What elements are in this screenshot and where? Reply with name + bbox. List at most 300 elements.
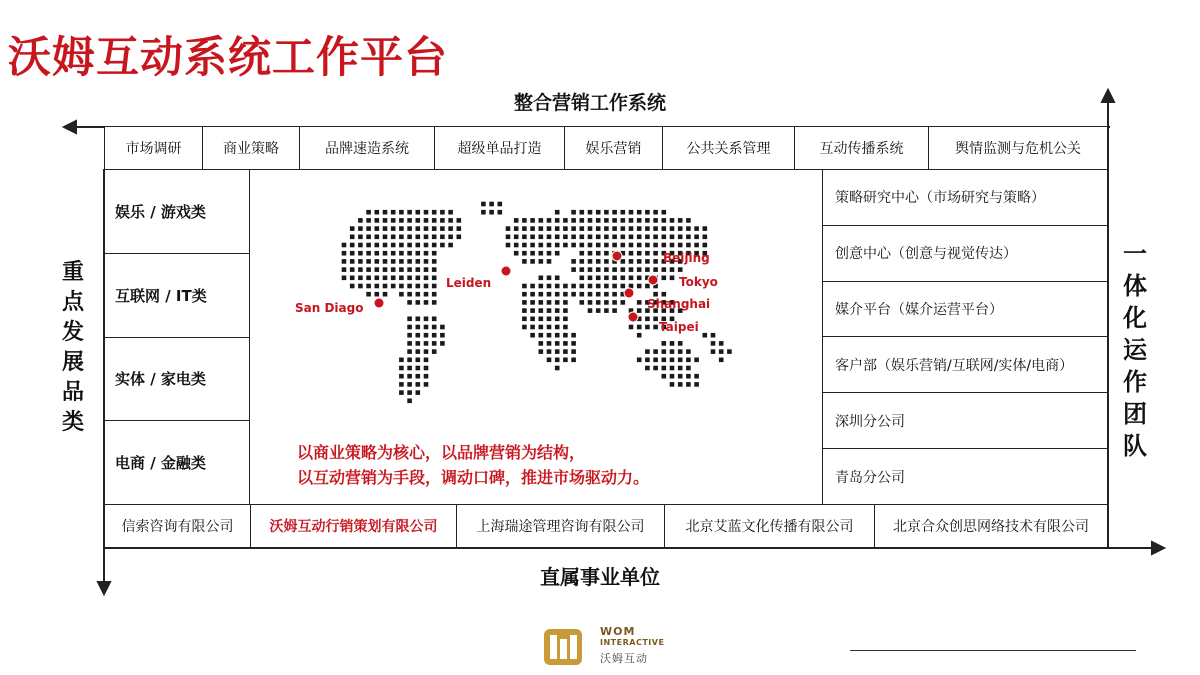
map-dot: [662, 226, 667, 231]
map-dot: [653, 243, 658, 248]
map-dot: [571, 358, 576, 363]
map-dot: [678, 218, 683, 223]
map-dot: [580, 267, 585, 272]
map-dot: [399, 267, 404, 272]
map-dot: [612, 243, 617, 248]
map-dot: [530, 235, 535, 240]
map-dot: [416, 317, 421, 322]
map-dot: [580, 292, 585, 297]
map-dot: [424, 276, 429, 281]
map-dot: [432, 210, 437, 215]
map-dot: [555, 325, 560, 330]
map-dot: [432, 267, 437, 272]
top-cell: 市场调研: [105, 127, 203, 169]
map-dot: [432, 325, 437, 330]
city-label-tokyo: Tokyo: [679, 275, 718, 289]
map-dot: [711, 341, 716, 346]
map-dot: [350, 284, 355, 289]
top-cell: 品牌速造系统: [300, 127, 435, 169]
map-dot: [563, 243, 568, 248]
map-dot: [448, 210, 453, 215]
map-dot: [432, 259, 437, 264]
bottom-arrow-right: [1152, 542, 1164, 554]
center-panel: [249, 169, 823, 505]
map-dot: [563, 317, 568, 322]
map-dot: [350, 235, 355, 240]
city-label-san-diago: San Diago: [295, 301, 364, 315]
map-dot: [637, 276, 642, 281]
map-dot: [424, 317, 429, 322]
map-dot: [555, 341, 560, 346]
map-dot: [399, 358, 404, 363]
map-dot: [596, 251, 601, 256]
top-row: [104, 126, 1108, 170]
logo-text-interactive: INTERACTIVE: [600, 638, 665, 647]
map-dot: [596, 243, 601, 248]
map-dot: [407, 259, 412, 264]
map-dot: [694, 382, 699, 387]
map-dot: [555, 317, 560, 322]
map-dot: [612, 300, 617, 305]
map-dot: [448, 235, 453, 240]
map-dot: [612, 292, 617, 297]
map-dot: [645, 267, 650, 272]
map-dot: [416, 226, 421, 231]
map-dot: [571, 284, 576, 289]
map-dot: [621, 226, 626, 231]
map-dot: [588, 292, 593, 297]
map-dot: [719, 358, 724, 363]
map-dot: [563, 349, 568, 354]
map-dot: [350, 276, 355, 281]
map-dot: [391, 276, 396, 281]
right-cell: 媒介平台（媒介运营平台）: [823, 282, 1107, 338]
map-dot: [547, 259, 552, 264]
map-dot: [399, 276, 404, 281]
map-dot: [555, 235, 560, 240]
map-dot: [580, 276, 585, 281]
bottom-cell: 北京艾蓝文化传播有限公司: [665, 505, 875, 547]
map-dot: [440, 218, 445, 223]
map-dot: [694, 226, 699, 231]
map-dot: [596, 218, 601, 223]
city-label-taipei: Taipei: [659, 320, 699, 334]
map-dot: [416, 374, 421, 379]
map-dot: [522, 235, 527, 240]
map-dot: [399, 243, 404, 248]
map-dot: [571, 341, 576, 346]
map-dot: [580, 259, 585, 264]
map-dot: [653, 317, 658, 322]
map-dot: [375, 292, 380, 297]
map-dot: [547, 243, 552, 248]
map-dot: [653, 251, 658, 256]
map-dot: [358, 276, 363, 281]
map-dot: [694, 243, 699, 248]
map-dot: [596, 300, 601, 305]
map-dot: [637, 333, 642, 338]
map-dot: [621, 284, 626, 289]
map-dot: [391, 284, 396, 289]
map-dot: [514, 251, 519, 256]
map-dot: [530, 317, 535, 322]
right-cell: 策略研究中心（市场研究与策略）: [823, 170, 1107, 226]
map-dot: [645, 317, 650, 322]
map-dot: [366, 226, 371, 231]
right-arrow-up: [1102, 90, 1114, 102]
map-dot: [407, 226, 412, 231]
map-dot: [580, 235, 585, 240]
map-dot: [596, 210, 601, 215]
map-dot: [637, 308, 642, 313]
map-dot: [530, 333, 535, 338]
left-cell: 互联网 / IT类: [105, 254, 249, 338]
map-dot: [571, 349, 576, 354]
map-dot: [399, 292, 404, 297]
map-dot: [637, 284, 642, 289]
map-dot: [522, 243, 527, 248]
map-dot: [407, 358, 412, 363]
map-dot: [563, 325, 568, 330]
map-dot: [563, 358, 568, 363]
map-dot: [678, 235, 683, 240]
map-dot: [670, 276, 675, 281]
map-dot: [580, 218, 585, 223]
map-dot: [383, 243, 388, 248]
map-dot: [530, 259, 535, 264]
map-dot: [399, 284, 404, 289]
map-dot: [596, 226, 601, 231]
map-dot: [621, 267, 626, 272]
map-dot: [555, 308, 560, 313]
map-dot: [670, 267, 675, 272]
map-dot: [366, 259, 371, 264]
map-dot: [539, 284, 544, 289]
map-dot: [547, 300, 552, 305]
map-dot: [637, 226, 642, 231]
map-dot: [440, 226, 445, 231]
map-dot: [653, 292, 658, 297]
map-dot: [522, 292, 527, 297]
map-dot: [653, 218, 658, 223]
map-dot: [662, 366, 667, 371]
map-dot: [653, 259, 658, 264]
map-dot: [375, 259, 380, 264]
map-dot: [563, 292, 568, 297]
map-dot: [391, 267, 396, 272]
map-dot: [416, 382, 421, 387]
map-dot: [358, 226, 363, 231]
map-dot: [440, 243, 445, 248]
map-dot: [645, 226, 650, 231]
map-dot: [563, 218, 568, 223]
map-dot: [432, 226, 437, 231]
logo-text-cn: 沃姆互动: [600, 652, 648, 665]
map-dot: [662, 358, 667, 363]
map-dot: [604, 259, 609, 264]
map-dot: [424, 300, 429, 305]
map-dot: [645, 366, 650, 371]
map-dot: [547, 218, 552, 223]
map-dot: [522, 300, 527, 305]
map-dot: [588, 300, 593, 305]
map-dot: [416, 341, 421, 346]
map-dot: [342, 243, 347, 248]
map-dot: [383, 259, 388, 264]
left-column: [104, 169, 250, 505]
map-dot: [489, 210, 494, 215]
map-dot: [366, 292, 371, 297]
map-dot: [424, 349, 429, 354]
map-dot: [621, 218, 626, 223]
slogan-line-1: 以商业策略为核心，以品牌营销为结构，: [297, 443, 586, 462]
map-dot: [539, 218, 544, 223]
map-dot: [407, 210, 412, 215]
map-dot: [686, 226, 691, 231]
map-dot: [539, 259, 544, 264]
map-dot: [588, 276, 593, 281]
map-dot: [686, 235, 691, 240]
map-dot: [366, 218, 371, 223]
map-dot: [506, 226, 511, 231]
map-dot: [350, 243, 355, 248]
map-dot: [604, 300, 609, 305]
map-dot: [686, 358, 691, 363]
map-dot: [416, 267, 421, 272]
map-dot: [522, 308, 527, 313]
map-dot: [522, 251, 527, 256]
map-dot: [662, 341, 667, 346]
map-dot: [588, 218, 593, 223]
map-dot: [653, 267, 658, 272]
map-dot: [424, 333, 429, 338]
map-dot: [424, 226, 429, 231]
map-dot: [530, 300, 535, 305]
map-dot: [563, 300, 568, 305]
top-cell: 娱乐营销: [565, 127, 663, 169]
map-dot: [686, 374, 691, 379]
right-cell: 青岛分公司: [835, 469, 905, 486]
map-dot: [612, 226, 617, 231]
map-dot: [588, 284, 593, 289]
footer-divider: [850, 650, 1136, 651]
map-dot: [703, 333, 708, 338]
map-dot: [571, 210, 576, 215]
map-dot: [383, 284, 388, 289]
map-dot: [580, 251, 585, 256]
map-dot: [621, 300, 626, 305]
map-dot: [580, 210, 585, 215]
map-dot: [653, 349, 658, 354]
map-dot: [621, 235, 626, 240]
map-dot: [670, 235, 675, 240]
map-dot: [653, 325, 658, 330]
logo-text-wom: WOM: [600, 625, 636, 638]
map-dot: [539, 341, 544, 346]
map-dot: [563, 284, 568, 289]
map-dot: [612, 284, 617, 289]
map-dot: [645, 284, 650, 289]
company-logo: [540, 623, 665, 669]
map-dot: [440, 210, 445, 215]
city-marker: [624, 288, 634, 298]
map-dot: [416, 300, 421, 305]
map-dot: [555, 349, 560, 354]
bottom-cell: 上海瑞途管理咨询有限公司: [457, 505, 665, 547]
map-dot: [571, 259, 576, 264]
map-dot: [399, 251, 404, 256]
map-dot: [448, 243, 453, 248]
map-dot: [424, 292, 429, 297]
map-dot: [539, 317, 544, 322]
map-dot: [432, 292, 437, 297]
left-cell: 电商 / 金融类: [115, 454, 206, 473]
map-dot: [407, 390, 412, 395]
left-axis-label: 重 点 发 展 品 类: [61, 260, 84, 435]
map-dot: [670, 382, 675, 387]
map-dot: [612, 308, 617, 313]
map-dot: [399, 374, 404, 379]
map-dot: [629, 276, 634, 281]
map-dot: [399, 235, 404, 240]
map-dot: [383, 267, 388, 272]
map-dot: [596, 259, 601, 264]
map-dot: [424, 325, 429, 330]
map-dot: [407, 382, 412, 387]
map-dot: [424, 251, 429, 256]
map-dot: [596, 308, 601, 313]
map-dot: [391, 251, 396, 256]
left-arrow-down: [98, 582, 110, 594]
map-dot: [432, 317, 437, 322]
map-dot: [555, 300, 560, 305]
map-dot: [653, 226, 658, 231]
right-cell: 客户部（娱乐营销/互联网/实体/电商）: [823, 337, 1107, 393]
map-dot: [407, 399, 412, 404]
map-dot: [588, 243, 593, 248]
map-dot: [612, 218, 617, 223]
map-dot: [530, 284, 535, 289]
map-dot: [580, 284, 585, 289]
map-dot: [604, 226, 609, 231]
map-dot: [416, 251, 421, 256]
map-dot: [555, 358, 560, 363]
map-dot: [637, 325, 642, 330]
map-dot: [399, 226, 404, 231]
map-dot: [719, 341, 724, 346]
map-dot: [424, 243, 429, 248]
map-dot: [662, 235, 667, 240]
map-dot: [432, 300, 437, 305]
bottom-row: [104, 504, 1108, 548]
map-dot: [678, 341, 683, 346]
map-dot: [391, 235, 396, 240]
wom-logo-icon: [540, 623, 594, 669]
map-dot: [416, 235, 421, 240]
map-dot: [432, 349, 437, 354]
map-dot: [375, 243, 380, 248]
map-dot: [604, 284, 609, 289]
map-dot: [416, 358, 421, 363]
map-dot: [448, 218, 453, 223]
map-dot: [703, 226, 708, 231]
map-dot: [588, 267, 593, 272]
map-dot: [686, 218, 691, 223]
map-dot: [571, 218, 576, 223]
map-dot: [391, 243, 396, 248]
right-axis-label: 一 体 化 运 作 团 队: [1123, 240, 1147, 460]
map-dot: [416, 366, 421, 371]
map-dot: [358, 235, 363, 240]
map-dot: [604, 292, 609, 297]
map-dot: [637, 235, 642, 240]
map-dot: [514, 218, 519, 223]
map-dot: [596, 267, 601, 272]
map-dot: [637, 243, 642, 248]
city-marker: [374, 298, 384, 308]
city-marker: [501, 266, 511, 276]
map-dot: [407, 325, 412, 330]
map-dot: [416, 243, 421, 248]
map-dot: [481, 202, 486, 207]
map-dot: [407, 218, 412, 223]
map-dot: [588, 226, 593, 231]
map-dot: [686, 349, 691, 354]
map-dot: [432, 341, 437, 346]
map-dot: [703, 235, 708, 240]
map-dot: [637, 300, 642, 305]
map-dot: [580, 243, 585, 248]
map-dot: [547, 226, 552, 231]
map-dot: [407, 333, 412, 338]
map-dot: [563, 308, 568, 313]
map-dot: [424, 267, 429, 272]
slogan-line-2: 以互动营销为手段，调动口碑，推进市场驱动力。: [297, 468, 650, 487]
map-dot: [440, 333, 445, 338]
map-dot: [629, 235, 634, 240]
map-dot: [645, 210, 650, 215]
map-dot: [670, 349, 675, 354]
map-dot: [350, 251, 355, 256]
map-dot: [383, 292, 388, 297]
map-dot: [662, 276, 667, 281]
map-dot: [514, 243, 519, 248]
map-dot: [588, 259, 593, 264]
map-dot: [694, 358, 699, 363]
map-dot: [612, 210, 617, 215]
map-dot: [383, 210, 388, 215]
map-dot: [399, 210, 404, 215]
map-dot: [604, 218, 609, 223]
map-dot: [563, 235, 568, 240]
map-dot: [407, 243, 412, 248]
map-dot: [375, 235, 380, 240]
map-dot: [662, 210, 667, 215]
map-dot: [530, 226, 535, 231]
map-dot: [563, 226, 568, 231]
map-dot: [629, 325, 634, 330]
map-dot: [539, 300, 544, 305]
city-label-leiden: Leiden: [446, 276, 492, 290]
map-dot: [358, 243, 363, 248]
map-dot: [498, 210, 503, 215]
map-dot: [662, 374, 667, 379]
top-cell: 互动传播系统: [795, 127, 929, 169]
map-dot: [391, 226, 396, 231]
map-dot: [580, 226, 585, 231]
city-marker: [648, 275, 658, 285]
map-dot: [489, 202, 494, 207]
